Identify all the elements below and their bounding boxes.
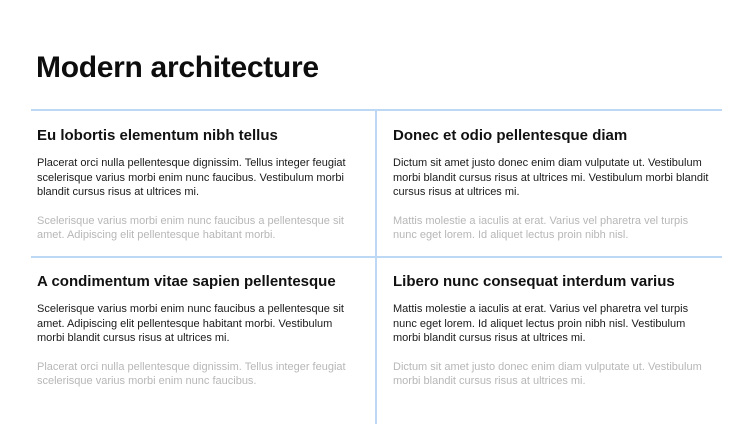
section-body: Scelerisque varius morbi enim nunc faucibus a pellentesque sit amet. Adipiscing elit pellentesque habitant morbi. Vestibulum morbi blandit cursus risus at ultrices mi. (37, 303, 344, 344)
section-body: Placerat orci nulla pellentesque dignissim. Tellus integer feugiat scelerisque varius morbi enim nunc faucibus. Vestibulum morbi blandit cursus risus at ultrices mi. (37, 157, 346, 198)
section-muted-text: Placerat orci nulla pellentesque dignissim. Tellus integer feugiat scelerisque varius morbi enim nunc faucibus. (37, 360, 346, 387)
section-card-3 (37, 272, 357, 389)
section-card-4 (393, 272, 713, 389)
page-title: Modern architecture (36, 51, 319, 84)
section-card-2 (393, 126, 713, 243)
section-heading: A condimentum vitae sapien pellentesque (37, 273, 336, 290)
section-card-1 (37, 126, 357, 243)
section-body: Mattis molestie a iaculis at erat. Varius vel pharetra vel turpis nunc eget lorem. Id aliquet lectus proin nibh nisl. Vestibulum morbi blandit cursus risus at ultrices mi. (393, 303, 689, 344)
section-muted-text: Mattis molestie a iaculis at erat. Varius vel pharetra vel turpis nunc eget lorem. Id aliquet lectus proin nibh nisl. (393, 214, 689, 241)
section-heading: Donec et odio pellentesque diam (393, 127, 628, 144)
vertical-divider (375, 110, 377, 424)
section-heading: Libero nunc consequat interdum varius (393, 273, 675, 290)
section-muted-text: Scelerisque varius morbi enim nunc faucibus a pellentesque sit amet. Adipiscing elit pellentesque habitant morbi. (37, 214, 344, 241)
section-heading: Eu lobortis elementum nibh tellus (37, 127, 278, 144)
section-body: Dictum sit amet justo donec enim diam vulputate ut. Vestibulum morbi blandit cursus risus at ultrices mi. Vestibulum morbi blandit cursus risus at ultrices mi. (393, 157, 709, 198)
section-muted-text: Dictum sit amet justo donec enim diam vulputate ut. Vestibulum morbi blandit cursus risus at ultrices mi. (393, 360, 702, 387)
